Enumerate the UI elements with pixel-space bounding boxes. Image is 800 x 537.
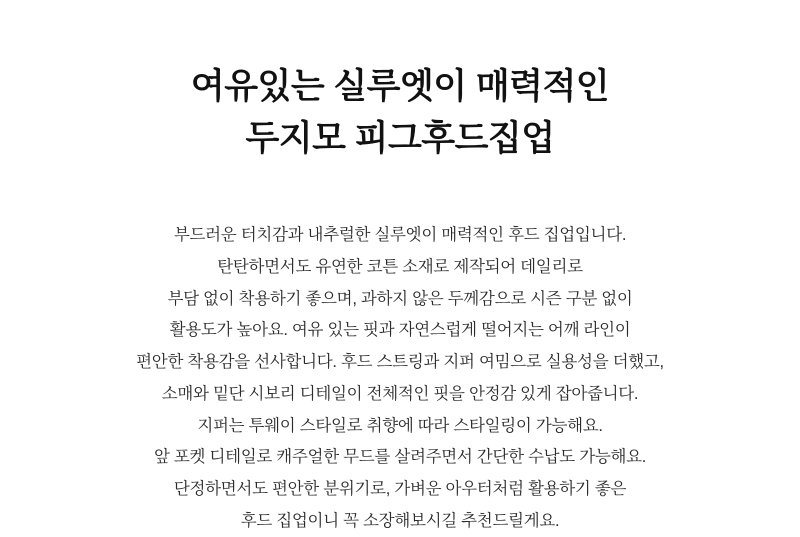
description-line: 후드 집업이니 꼭 소장해보시길 추천드릴게요. — [240, 511, 560, 530]
page-title-line: 두지모 피그후드집업 — [245, 119, 555, 159]
product-description-text — [136, 220, 664, 537]
description-line: 탄탄하면서도 유연한 코튼 소재로 제작되어 데일리로 — [217, 258, 583, 277]
description-line: 편안한 착용감을 선사합니다. 후드 스트링과 지퍼 여밈으로 실용성을 더했고, — [136, 353, 664, 372]
description-line: 활용도가 높아요. 여유 있는 핏과 자연스럽게 떨어지는 어깨 라인이 — [169, 321, 631, 340]
description-line: 부담 없이 착용하기 좋으며, 과하지 않은 두께감으로 시즌 구분 없이 — [167, 289, 633, 308]
page-title — [191, 61, 609, 165]
description-line: 부드러운 터치감과 내추럴한 실루엣이 매력적인 후드 집업입니다. — [173, 226, 627, 245]
description-line: 단정하면서도 편안한 분위기로, 가벼운 아우터처럼 활용하기 좋은 — [173, 479, 627, 498]
description-line: 소매와 밑단 시보리 디테일이 전체적인 핏을 안정감 있게 잡아줍니다. — [161, 384, 639, 403]
description-line: 앞 포켓 디테일로 캐주얼한 무드를 살려주면서 간단한 수납도 가능해요. — [153, 448, 647, 467]
description-line: 지퍼는 투웨이 스타일로 취향에 따라 스타일링이 가능해요. — [197, 416, 603, 435]
page-title-line: 여유있는 실루엣이 매력적인 — [190, 67, 610, 107]
